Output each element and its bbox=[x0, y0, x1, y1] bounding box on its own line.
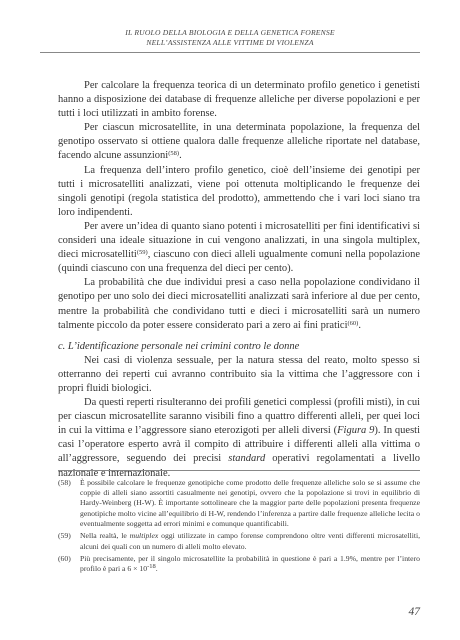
footnote-text: È possibile calcolare le frequenze genotipiche come prodotto delle frequenze alleliche solo se si assume che coppie di alleli siano assortiti casualmente nei genotipi, ovvero che la popolazione si trovi in equilibrio di Hardy-Weinberg (H-W). È importante sottolineare che la maggior parte delle popolazioni presenta frequenze genotipiche molto vicine all’equilibrio di H-W, rendendo l’inferenza a partire dalle frequenze alleliche lecita o eventualmente soggetta ad errori minimi e comunque quantificabili. bbox=[80, 478, 420, 528]
footnote-number: (59) bbox=[58, 531, 71, 541]
running-header-line-1: IL RUOLO DELLA BIOLOGIA E DELLA GENETICA FORENSE bbox=[125, 28, 335, 37]
paragraph-4: Per avere un’idea di quanto siano potenti i microsatelliti per fini identificativi si consideri una ideale situazione in cui vengono analizzati, in una singola multiplex, dieci microsatelliti$^{(59)}$, ciascuno con dieci alleli ugualmente comuni nella popolazione (quindi ciascuno con una frequenza del dieci per cento). bbox=[58, 220, 420, 275]
figure-reference[interactable]: Figura 9 bbox=[337, 425, 375, 437]
footnote-text: Nella realtà, le multiplex oggi utilizzate in campo forense comprendono oltre venti differenti microsatelliti, alcuni dei quali con un numero di alleli molto elevato. bbox=[80, 531, 421, 551]
paragraph-3: La frequenza dell’intero profilo genetico, cioè dell’insieme dei genotipi per tutti i microsatelliti analizzati, viene poi ottenuta moltiplicando le frequenze dei singoli genotipi (regola statistica del prodotto), ammettendo che i vari loci siano tra loro indipendenti. bbox=[58, 164, 420, 218]
footnote-number: (58) bbox=[58, 478, 71, 487]
footnote-number: (60) bbox=[58, 554, 71, 564]
footnote-ref-59[interactable]: (59) bbox=[136, 249, 148, 257]
footnote-text: Più precisamente, per il singolo microsatellite la probabilità in questione è pari a 1.9%, mentre per l’intero profilo è pari a $6 \times 10^{-18}$. bbox=[80, 554, 420, 574]
footnote-59 bbox=[58, 531, 420, 551]
paragraph-1: Per calcolare la frequenza teorica di un determinato profilo genetico i genetisti hanno a disposizione dei database di frequenze alleliche per diverse popolazioni e per tutti i loci utilizzati in ambito forense. bbox=[58, 80, 420, 120]
standard-term: standard bbox=[228, 453, 266, 465]
page-number: 47 bbox=[408, 606, 420, 618]
paragraph-2: Per ciascun microsatellite, in una determinata popolazione, la frequenza del genotipo osservato si ottiene qualora dalle frequenze alleliche riportate nel database, facendo alcune assunzioni$^{(58)}$. bbox=[58, 122, 420, 162]
footnote-60 bbox=[58, 554, 420, 574]
header-divider bbox=[40, 52, 420, 53]
footnote-ref-60[interactable]: (60) bbox=[347, 319, 359, 327]
footnote-58 bbox=[58, 478, 420, 529]
running-header-line-2: NELL’ASSISTENZA ALLE VITTIME DI VIOLENZA bbox=[146, 38, 314, 47]
body-text bbox=[58, 79, 420, 481]
paragraph-7: Da questi reperti risulteranno dei profili genetici complessi (profili misti), in cui per ciascun microsatellite saranno visibili fino a quattro differenti alleli, per quei loci in cui la vittima e l’aggressore siano eterozigoti per alleli diversi (Figura 9). In questi casi l’operatore esperto avrà il compito di attribuire i differenti alleli alla vittima o all’aggressore, seguendo dei precisi standard operativi regolamentati a livello nazionale e internazionale. bbox=[58, 397, 421, 479]
footnotes bbox=[58, 478, 420, 577]
footnote-divider bbox=[58, 470, 420, 471]
footnote-ref-58[interactable]: (58) bbox=[168, 150, 180, 158]
section-heading: c. L’identificazione personale nei crimini contro le donne bbox=[58, 340, 300, 352]
paragraph-6: Nei casi di violenza sessuale, per la natura stessa del reato, molto spesso si otterranno dei reperti cui avranno contribuito sia la vittima che l’aggressore con i propri fluidi biologici. bbox=[58, 354, 420, 394]
running-header bbox=[40, 28, 420, 48]
paragraph-5: La probabilità che due individui presi a caso nella popolazione condividano il genotipo per uno solo dei dieci microsatelliti analizzati sarà inferiore al due per cento, mentre la probabilità che condividano tutti e dieci i microsatelliti sarà un numero talmente piccolo da poter essere considerato pari a zero ai fini pratici$^{(60)}$. bbox=[58, 277, 420, 331]
